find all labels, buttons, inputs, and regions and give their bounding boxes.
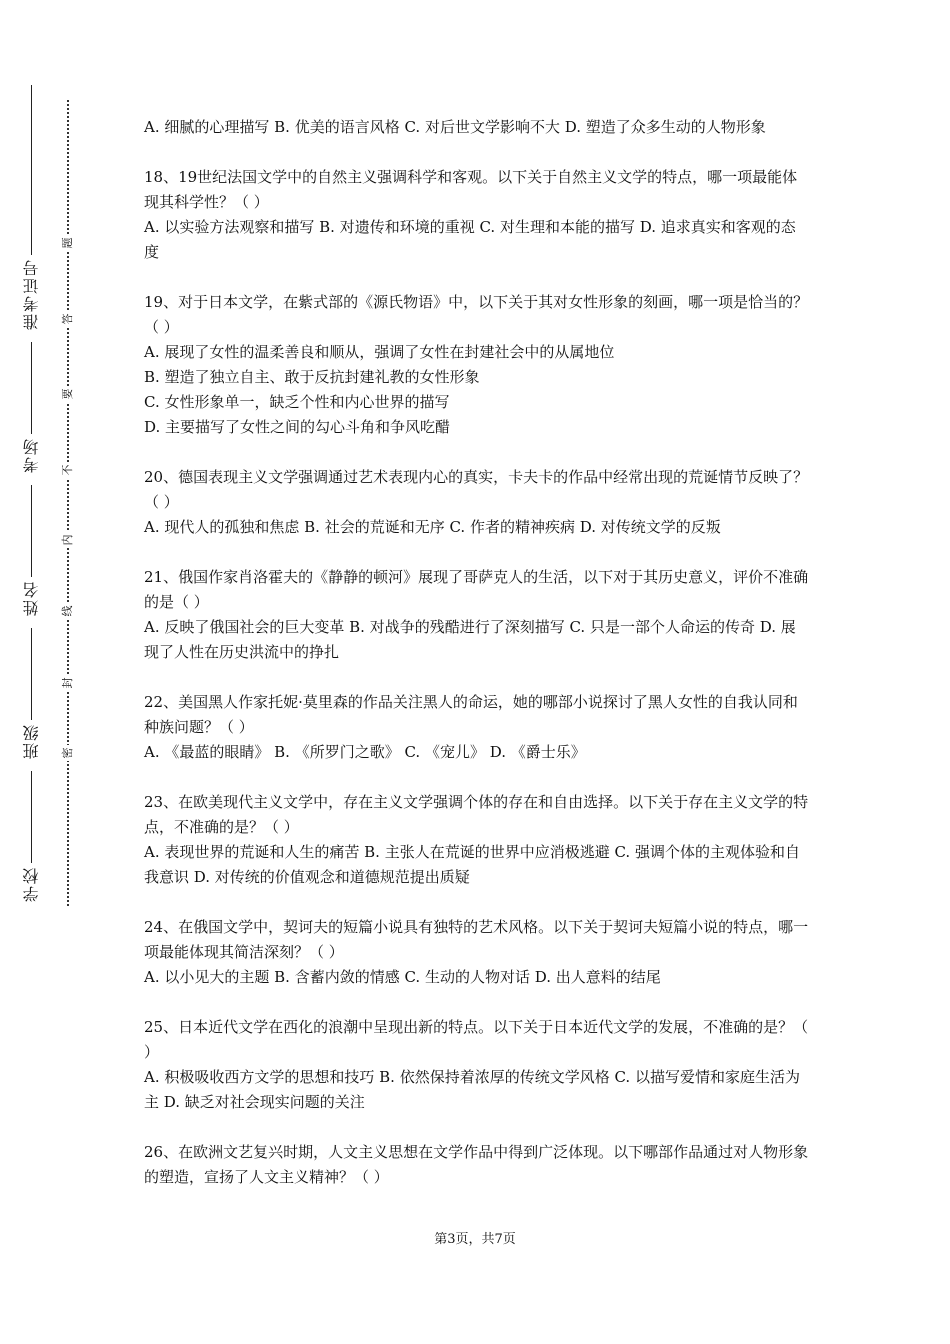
question-stem: 22、美国黑人作家托妮·莫里森的作品关注黑人的命运，她的哪部小说探讨了黑人女性的自我认同和种族问题？（ ） — [144, 693, 798, 736]
options-line: A. 细腻的心理描写 B. 优美的语言风格 C. 对后世文学影响不大 D. 塑造了众多生动的人物形象 — [144, 118, 766, 136]
binding-line — [31, 485, 32, 577]
binding-line — [31, 342, 32, 434]
seal-char: 不 — [61, 462, 75, 478]
option-d: D. 主要描写了女性之间的勾心斗角和争风吃醋 — [144, 418, 451, 436]
binding-label-exam-room: 考场 — [22, 437, 41, 473]
seal-char: 要 — [61, 386, 75, 402]
binding-label-school: 学校 — [22, 866, 41, 902]
binding-line — [31, 85, 32, 255]
question-stem: 24、在俄国文学中，契诃夫的短篇小说具有独特的艺术风格。以下关于契诃夫短篇小说的特点，哪一项最能体现其简洁深刻？（ ） — [144, 918, 809, 961]
question-stem: 20、德国表现主义文学强调通过艺术表现内心的真实，卡夫卡的作品中经常出现的荒诞情节反映了？（ ） — [144, 468, 809, 511]
seal-char: 密 — [61, 745, 75, 761]
seal-char: 线 — [61, 603, 75, 619]
question-stem: 25、日本近代文学在西化的浪潮中呈现出新的特点。以下关于日本近代文学的发展，不准确的是？（ ） — [144, 1018, 809, 1061]
options-line: A. 以小见大的主题 B. 含蓄内敛的情感 C. 生动的人物对话 D. 出人意料的结尾 — [144, 968, 661, 986]
question-25 — [144, 1015, 810, 1115]
page-number: 第3页，共7页 — [434, 1232, 516, 1247]
question-17-options — [144, 115, 810, 140]
question-stem: 21、俄国作家肖洛霍夫的《静静的顿河》展现了哥萨克人的生活，以下对于其历史意义，评价不准确的是（ ） — [144, 568, 809, 611]
question-20 — [144, 465, 810, 540]
question-19 — [144, 290, 810, 440]
options-line: A. 积极吸收西方文学的思想和技巧 B. 依然保持着浓厚的传统文学风格 C. 以描写爱情和家庭生活为主 D. 缺乏对社会现实问题的关注 — [144, 1068, 800, 1111]
option-a: A. 展现了女性的温柔善良和顺从，强调了女性在封建社会中的从属地位 — [144, 343, 615, 361]
options-line: A. 现代人的孤独和焦虑 B. 社会的荒诞和无序 C. 作者的精神疾病 D. 对传统文学的反叛 — [144, 518, 721, 536]
question-23 — [144, 790, 810, 890]
binding-label-name: 姓名 — [22, 580, 41, 616]
seal-char: 内 — [61, 532, 75, 548]
binding-line — [31, 771, 32, 863]
seal-char: 题 — [61, 235, 75, 251]
binding-label-class: 班级 — [22, 723, 41, 759]
options-line: A. 《最蓝的眼睛》 B. 《所罗门之歌》 C. 《宠儿》 D. 《爵士乐》 — [144, 743, 586, 761]
seal-char: 封 — [61, 675, 75, 691]
seal-dotted-line — [67, 100, 69, 906]
options-line: A. 表现世界的荒诞和人生的痛苦 B. 主张人在荒诞的世界中应消极逃避 C. 强调个体的主观体验和自我意识 D. 对传统的价值观念和道德规范提出质疑 — [144, 843, 800, 886]
binding-label-exam-id: 准考证号 — [22, 258, 41, 330]
binding-line — [31, 628, 32, 720]
question-18 — [144, 165, 810, 265]
question-stem: 18、19世纪法国文学中的自然主义强调科学和客观。以下关于自然主义文学的特点，哪一项最能体现其科学性？（ ） — [144, 168, 798, 211]
question-22 — [144, 690, 810, 765]
options-line: A. 反映了俄国社会的巨大变革 B. 对战争的残酷进行了深刻描写 C. 只是一部个人命运的传奇 D. 展现了人性在历史洪流中的挣扎 — [144, 618, 796, 661]
question-26 — [144, 1140, 810, 1190]
option-b: B. 塑造了独立自主、敢于反抗封建礼教的女性形象 — [144, 368, 480, 386]
question-24 — [144, 915, 810, 990]
question-stem: 19、对于日本文学，在紫式部的《源氏物语》中，以下关于其对女性形象的刻画，哪一项是恰当的？（ ） — [144, 293, 809, 336]
question-21 — [144, 565, 810, 665]
options-line: A. 以实验方法观察和描写 B. 对遗传和环境的重视 C. 对生理和本能的描写 D. 追求真实和客观的态度 — [144, 218, 796, 261]
seal-char: 答 — [61, 311, 75, 327]
question-stem: 23、在欧美现代主义文学中，存在主义文学强调个体的存在和自由选择。以下关于存在主义文学的特点，不准确的是？（ ） — [144, 793, 809, 836]
option-c: C. 女性形象单一，缺乏个性和内心世界的描写 — [144, 393, 450, 411]
question-stem: 26、在欧洲文艺复兴时期，人文主义思想在文学作品中得到广泛体现。以下哪部作品通过对人物形象的塑造，宣扬了人文主义精神？（ ） — [144, 1143, 809, 1186]
question-list — [144, 115, 810, 1215]
